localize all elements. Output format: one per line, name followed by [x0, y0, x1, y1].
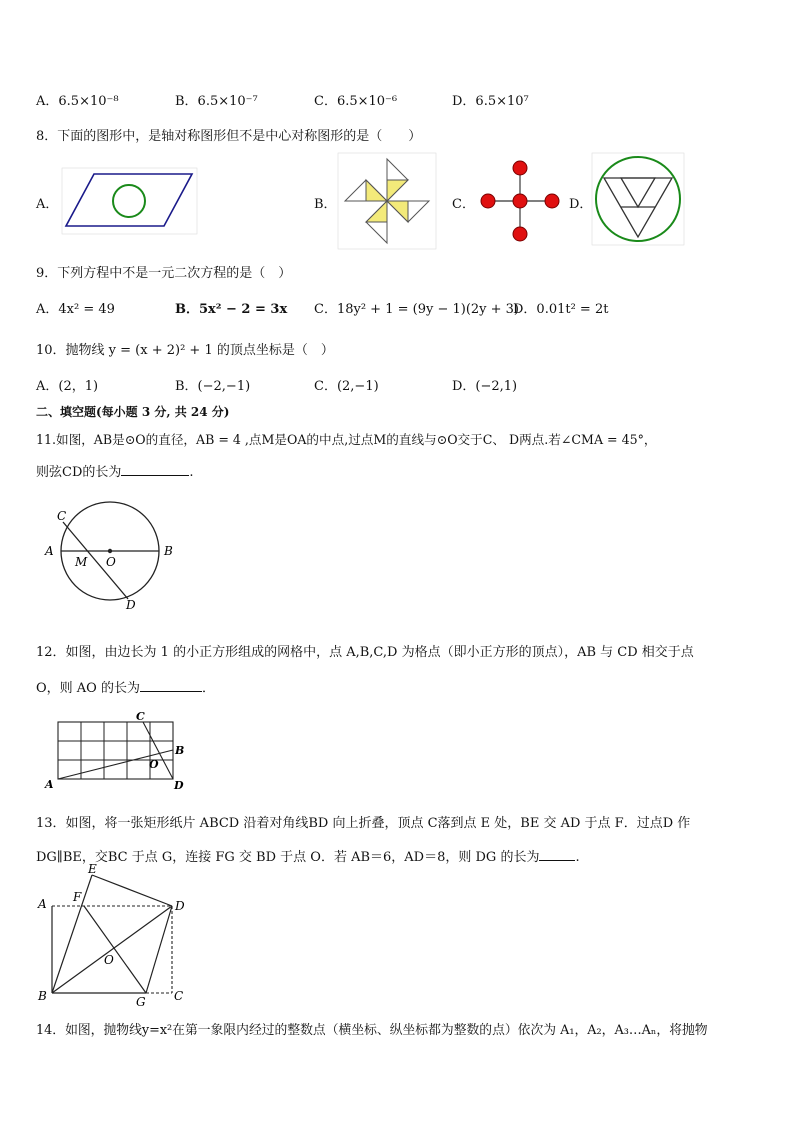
q11-figure-circle	[40, 505, 190, 615]
q10-option-d: D．(−2,1)	[452, 379, 518, 394]
q12-answer-blank[interactable]	[140, 679, 202, 692]
q11-label-c: C	[57, 509, 67, 523]
q13-label-o: O	[104, 953, 114, 967]
q12-label-d: D	[174, 779, 184, 792]
q7-option-c: C．6.5×10⁻⁶	[314, 94, 398, 109]
q7-option-b: B．6.5×10⁻⁷	[175, 94, 258, 109]
q9-option-c: C．18y² + 1 = (9y − 1)(2y + 3)	[314, 302, 520, 317]
q13-label-f: F	[73, 890, 82, 904]
q13-label-e: E	[88, 862, 97, 876]
q13-line2-text: DG∥BE，交BC 于点 G，连接 FG 交 BD 于点 O．若 AB＝6，AD＝8，则 DG 的长为	[36, 850, 540, 865]
q13-label-g: G	[136, 995, 146, 1009]
q13-label-d: D	[175, 899, 185, 913]
q11-line1: 11.如图，AB是⊙O的直径，AB = 4 ,点M是OA的中点,过点M的直线与⊙O交于C、 D两点.若∠CMA = 45°，	[36, 432, 657, 447]
q8-label-d: D．	[569, 197, 593, 212]
q11-label-o: O	[106, 555, 116, 569]
q12-label-b: B	[175, 744, 185, 757]
q13-answer-blank[interactable]	[539, 848, 575, 861]
q12-label-a: A	[45, 778, 54, 791]
q11-line2-text: 则弦CD的长为	[36, 465, 122, 480]
q12-line1: 12．如图，由边长为 1 的小正方形组成的网格中，点 A,B,C,D 为格点（即小正方形的顶点），AB 与 CD 相交于点	[36, 645, 694, 660]
q11-label-d: D	[126, 598, 136, 612]
q12-label-o: O	[149, 758, 159, 771]
q8-label-a: A．	[36, 197, 59, 212]
q13-line1: 13．如图，将一张矩形纸片 ABCD 沿着对角线BD 向上折叠，顶点 C落到点 E 处，BE 交 AD 于点 F．过点D 作	[36, 816, 691, 831]
section-heading-fill-in: 二、填空题(每小题 3 分, 共 24 分)	[36, 405, 230, 419]
q11-label-a: A	[45, 544, 54, 558]
q8-figure-d-triangle-circle	[592, 153, 684, 245]
q8-stem: 8．下面的图形中，是轴对称图形但不是中心对称图形的是（ ）	[36, 129, 422, 144]
q11-line2	[36, 461, 194, 480]
q13-label-c: C	[174, 989, 184, 1003]
q13-line2-end: .	[575, 850, 580, 865]
q8-figure-a	[62, 168, 197, 234]
q9-stem: 9．下列方程中不是一元二次方程的是（ ）	[36, 266, 292, 281]
q7-option-a: A．6.5×10⁻⁸	[36, 94, 119, 109]
q8-figure-c-dots	[472, 158, 567, 246]
q11-label-m: M	[75, 555, 88, 569]
q11-label-b: B	[164, 544, 173, 558]
q13-label-b: B	[38, 989, 47, 1003]
q10-option-c: C．(2,−1)	[314, 379, 379, 394]
q10-stem: 10．抛物线 y = (x + 2)² + 1 的顶点坐标是（ ）	[36, 343, 334, 358]
q9-option-d: D．0.01t² = 2t	[513, 302, 609, 317]
q12-line2-text: O，则 AO 的长为	[36, 681, 140, 696]
q14-line1: 14．如图，抛物线y=x²在第一象限内经过的整数点（横坐标、纵坐标都为整数的点）依次为 A₁，A₂，A₃…Aₙ，将抛物	[36, 1023, 708, 1038]
q11-answer-blank[interactable]	[121, 463, 189, 476]
q12-line2	[36, 677, 215, 696]
q7-option-d: D．6.5×10⁷	[452, 94, 529, 109]
q8-label-b: B．	[314, 197, 337, 212]
q10-option-a: A．(2，1)	[36, 379, 99, 394]
q12-line2-end: ．	[201, 681, 215, 696]
q9-option-b: B．5x² − 2 = 3x	[175, 302, 288, 317]
q8-figure-b-pinwheel	[338, 153, 436, 249]
q12-figure-grid	[40, 710, 190, 794]
q9-option-a: A．4x² = 49	[36, 302, 115, 317]
q10-option-b: B．(−2,−1)	[175, 379, 251, 394]
q13-figure-fold	[34, 862, 204, 1010]
q8-label-c: C．	[452, 197, 475, 212]
q13-label-a: A	[38, 897, 47, 911]
q12-label-c: C	[136, 710, 145, 723]
q11-line2-end: .	[189, 465, 194, 480]
